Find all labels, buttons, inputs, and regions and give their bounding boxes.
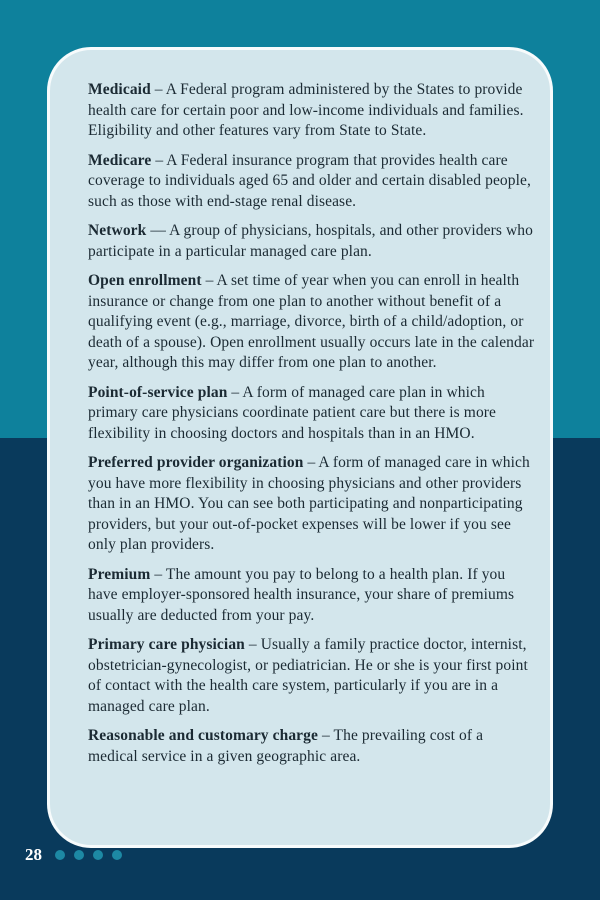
glossary-entry <box>88 151 536 213</box>
footer-dot <box>93 850 103 860</box>
glossary-card <box>47 47 553 848</box>
glossary-term: Point-of-service plan <box>88 383 228 401</box>
glossary-entry <box>88 565 536 627</box>
glossary-entry <box>88 271 536 374</box>
glossary-definition: – A Federal insurance program that provides health care coverage to individuals aged 65 and older and certain disabled people, such as those with end-stage renal disease. <box>88 151 531 210</box>
glossary-term: Preferred provider organization <box>88 454 304 471</box>
footer-dots <box>55 850 131 860</box>
glossary-term: Primary care physician <box>88 636 245 653</box>
footer-dot <box>55 850 65 860</box>
glossary-entry <box>88 453 536 556</box>
glossary-definition: – The prevailing cost of a medical service in a given geographic area. <box>88 727 484 765</box>
glossary-term: Medicaid <box>88 81 151 98</box>
glossary-definition: – A set time of year when you can enroll in health insurance or change from one plan to another without benefit of a qualifying event (e.g., marriage, divorce, birth of a child/adoption, or death of a spouse). Open enrollment usually occurs late in the calendar year, although this may differ from one plan to another. <box>88 272 535 371</box>
glossary-definition: – Usually a family practice doctor, internist, obstetrician-gynecologist, or pediatrician. He or she is your first point of contact with the health care system, particularly if you are in a managed care plan. <box>88 636 528 715</box>
glossary-definition: – A Federal program administered by the States to provide health care for certain poor and low-income individuals and families. Eligibility and other features vary from State to State. <box>88 81 524 139</box>
glossary-term: Network <box>88 222 147 239</box>
glossary-definition: – A form of managed care in which you have more flexibility in choosing physicians and other providers than in an HMO. You can see both participating and nonparticipating providers, but your out-of-pocket expenses will be lower if you see only plan providers. <box>88 454 530 553</box>
glossary-entry <box>88 726 536 767</box>
page-number: 28 <box>25 845 42 864</box>
glossary-term: Open enrollment <box>88 272 202 289</box>
glossary-entry <box>88 80 536 142</box>
glossary-entry <box>88 221 536 262</box>
glossary-entry <box>88 383 536 445</box>
page-footer <box>25 846 131 864</box>
glossary-definition: – The amount you pay to belong to a health plan. If you have employer-sponsored health insurance, your share of premiums usually are deducted from your pay. <box>88 565 515 624</box>
glossary-definition: – A form of managed care plan in which primary care physicians coordinate patient care but there is more flexibility in choosing doctors and hospitals than in an HMO. <box>88 383 497 442</box>
glossary-term: Medicare <box>88 151 152 169</box>
glossary-term: Premium <box>88 565 151 583</box>
glossary-definition: — A group of physicians, hospitals, and other providers who participate in a particular managed care plan. <box>88 222 533 260</box>
footer-dot <box>112 850 122 860</box>
glossary-entry <box>88 635 536 717</box>
footer-dot <box>74 850 84 860</box>
glossary-list <box>88 80 536 767</box>
glossary-term: Reasonable and customary charge <box>88 727 318 744</box>
